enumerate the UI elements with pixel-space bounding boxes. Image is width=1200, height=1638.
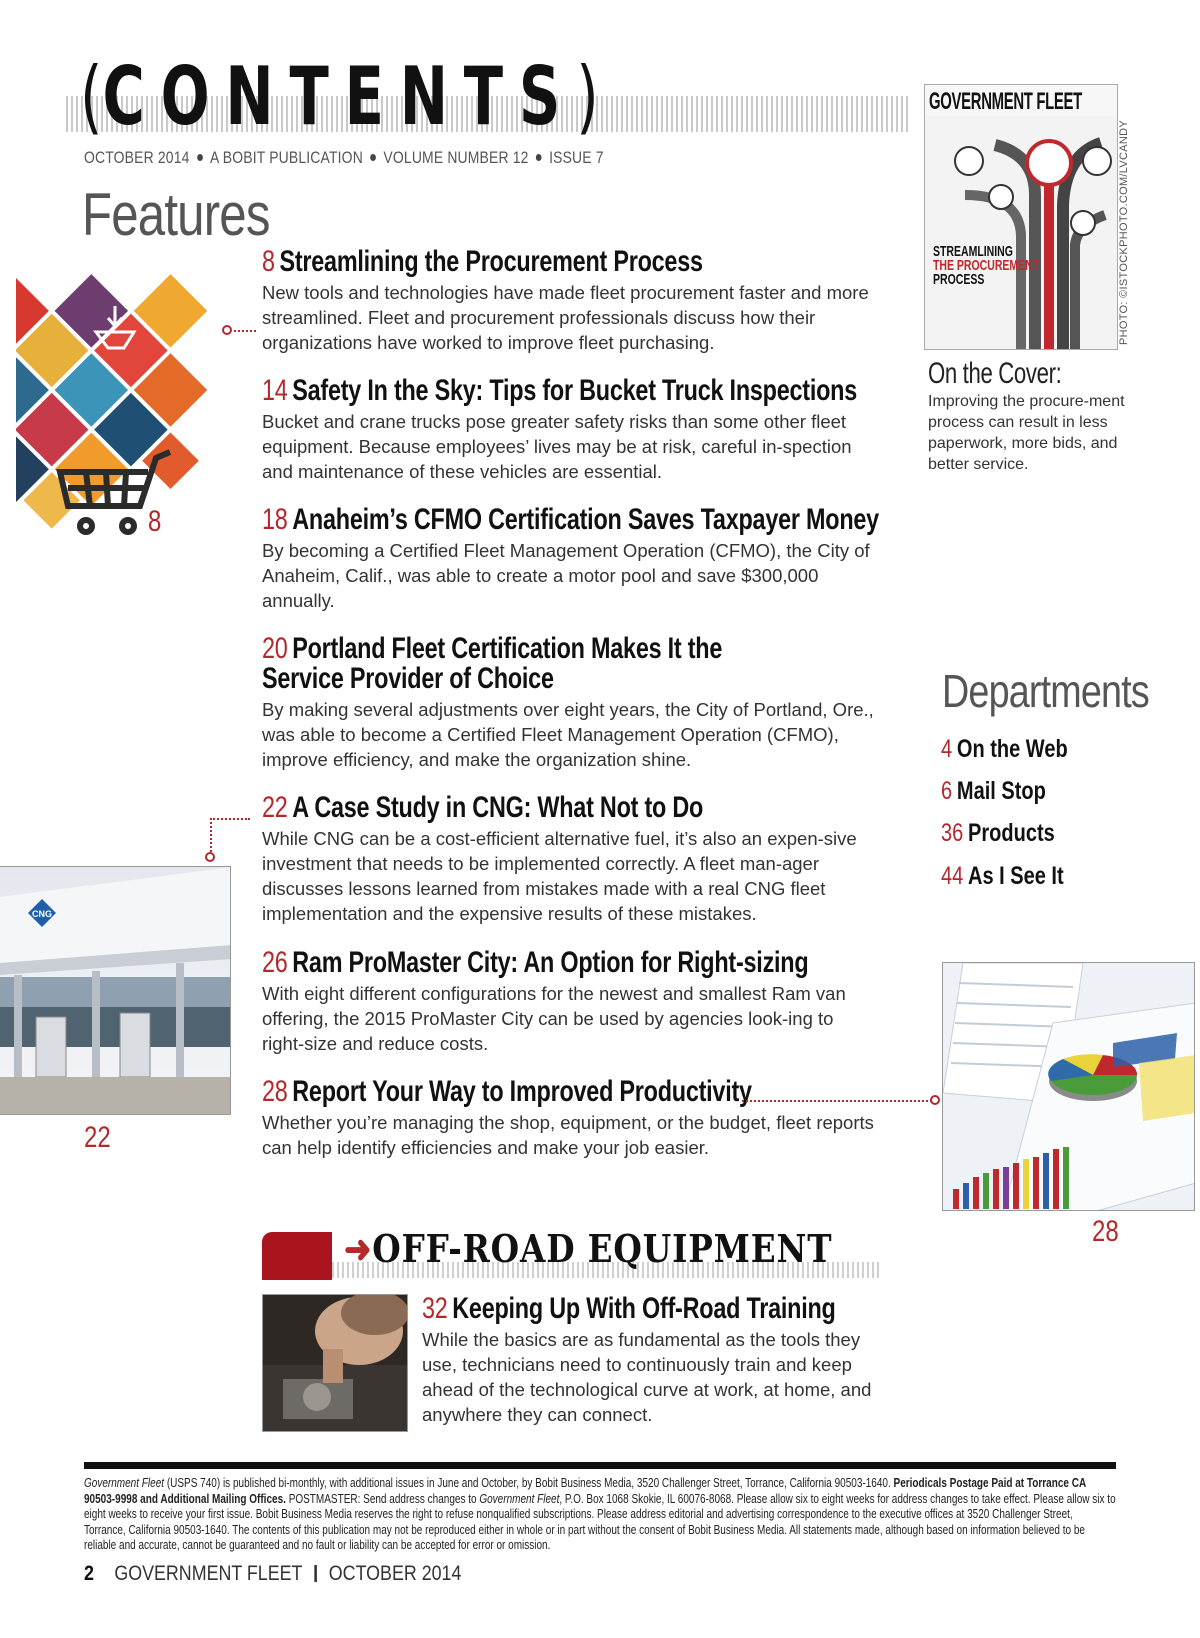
- reports-photo[interactable]: [942, 962, 1195, 1211]
- feature-desc: Whether you’re managing the shop, equipment, or the budget, fleet reports can help identify efficiencies and make your job easier.: [262, 1112, 874, 1158]
- feature-desc: While the basics are as fundamental as the tools they use, technicians need to continuously train and keep ahead of the technological curve at work, at home, and anywhere they can connect.: [422, 1329, 872, 1425]
- connector-line: [210, 818, 250, 820]
- cover-vehicle-icon: [955, 147, 983, 175]
- technician-photo[interactable]: [262, 1294, 408, 1432]
- issue-number: ISSUE 7: [549, 148, 604, 167]
- feature-title[interactable]: 18 Anaheim’s CFMO Certification Saves Taxpayer Money: [262, 503, 879, 536]
- feature-item[interactable]: [262, 793, 882, 926]
- cover-vehicle-icon: [1071, 211, 1095, 235]
- feature-title[interactable]: 8 Streamlining the Procurement Process: [262, 245, 703, 278]
- feature-item[interactable]: [262, 1077, 882, 1160]
- folio-publication: GOVERNMENT FLEET: [114, 1562, 303, 1585]
- feature-desc: While CNG can be a cost-efficient alternative fuel, it’s also an expen-sive investment that needs to be implemented correctly. A fleet man-ager discusses lessons learned from mistakes made with a real CNG fleet implementation and the expensive results of these mistakes.: [262, 828, 857, 924]
- masthead-title: (CONTENTS): [80, 50, 599, 143]
- cover-artwork: [925, 115, 1118, 350]
- page-folio: [84, 1562, 461, 1586]
- procurement-illustration: [16, 266, 230, 560]
- magazine-cover[interactable]: [924, 84, 1118, 350]
- feature-item[interactable]: [262, 376, 882, 484]
- feature-title[interactable]: 28 Report Your Way to Improved Productivity: [262, 1075, 752, 1108]
- cover-headline: STREAMLINING THE PROCUREMENT PROCESS: [933, 243, 1040, 288]
- issue-line: [84, 148, 604, 168]
- feature-item[interactable]: [262, 505, 882, 613]
- on-cover-heading: On the Cover:: [928, 357, 1062, 390]
- cover-target-icon: [1027, 141, 1071, 185]
- cover-title: GOVERNMENT FLEET: [929, 88, 1082, 115]
- feature-item[interactable]: [262, 634, 882, 772]
- feature-item[interactable]: [262, 247, 882, 355]
- department-item[interactable]: 4 On the Web: [941, 735, 1068, 763]
- cover-vehicle-icon: [989, 185, 1013, 209]
- feature-item[interactable]: [262, 948, 882, 1056]
- cover-vehicle-icon: [1083, 147, 1111, 175]
- departments-heading: Departments: [942, 665, 1149, 717]
- feature-title[interactable]: 22 A Case Study in CNG: What Not to Do: [262, 791, 704, 824]
- connector-dot: [930, 1095, 940, 1105]
- on-cover-text: Improving the procure-ment process can result in less paperwork, more bids, and better service.: [928, 393, 1125, 473]
- image-page-ref-28: 28: [1092, 1215, 1119, 1248]
- feature-desc: New tools and technologies have made fleet procurement faster and more streamlined. Fleet and procurement professionals discuss how their organizations have worked to improve fleet purchasing.: [262, 282, 869, 353]
- department-item[interactable]: 6 Mail Stop: [941, 777, 1046, 805]
- issue-volume: VOLUME NUMBER 12: [383, 148, 529, 167]
- arrow-right-icon: ➜: [344, 1226, 373, 1271]
- feature-desc: By making several adjustments over eight years, the City of Portland, Ore., was able to become a Certified Fleet Management Operation (CFMO), improve efficiency, and make the organization shine.: [262, 699, 874, 770]
- department-item[interactable]: 36 Products: [941, 819, 1055, 847]
- feature-title[interactable]: 20 Portland Fleet Certification Makes It the Service Provider of Choice: [262, 632, 723, 695]
- image-page-ref-8: 8: [148, 505, 162, 538]
- connector-dot: [205, 852, 215, 862]
- image-page-ref-22: 22: [84, 1121, 111, 1154]
- footer-rule: [84, 1462, 1116, 1469]
- issue-publisher: A BOBIT PUBLICATION: [210, 148, 363, 167]
- connector-line: [234, 330, 256, 332]
- publication-fineprint: Government Fleet (USPS 740) is published bi-monthly, with additional issues in June and October, by Bobit Business Media, 3520 Challenger Street, Torrance, California 90503-1640. Periodicals Postage Paid at Torrance CA 90503-9998 and Additional Mailing Offices. POSTMASTER: Send address changes to Government Fleet, P.O. Box 1068 Skokie, IL 60076-8068. Please allow six to eight weeks for address changes to take effect. Please allow six to eight weeks to receive your first issue. Bobit Business Media reserves the right to refuse nonqualified subscriptions. Please address editorial and advertising correspondence to the executive offices at 3520 Challenger Street, Torrance, California 90503-1640. The contents of this publication may not be reproduced either in whole or in part without the consent of Bobit Business Media. All statements made, although based on information believed to be reliable and accurate, cannot be guaranteed and no fault or liability can be accepted for error or omission.: [84, 1476, 1116, 1552]
- photo-credit: PHOTO: ©ISTOCKPHOTO.COM/LVCANDY: [1118, 119, 1130, 345]
- connector-line: [742, 1100, 932, 1102]
- page-number: 2: [84, 1562, 94, 1585]
- feature-desc: By becoming a Certified Fleet Management Operation (CFMO), the City of Anaheim, Calif., was able to create a motor pool and save $300,000 annually.: [262, 540, 870, 611]
- issue-date: OCTOBER 2014: [84, 148, 190, 167]
- feature-desc: Bucket and crane trucks pose greater safety risks than some other fleet equipment. Because employees’ lives may be at risk, careful in-spection and maintenance of these vehicles are essential.: [262, 411, 852, 482]
- connector-line: [210, 818, 212, 852]
- feature-title[interactable]: 32 Keeping Up With Off-Road Training: [422, 1292, 836, 1325]
- cng-station-photo[interactable]: [0, 866, 231, 1115]
- offroad-heading: ➜OFF-ROAD EQUIPMENT: [344, 1226, 833, 1271]
- svg-text:CNG: CNG: [32, 909, 52, 919]
- offroad-feature-item[interactable]: [422, 1294, 892, 1427]
- features-heading: Features: [82, 181, 270, 248]
- folio-date: OCTOBER 2014: [328, 1562, 462, 1585]
- department-item[interactable]: 44 As I See It: [941, 862, 1064, 890]
- feature-title[interactable]: 26 Ram ProMaster City: An Option for Right-sizing: [262, 946, 809, 979]
- feature-desc: With eight different configurations for the newest and smallest Ram van offering, the 2015 ProMaster City can be used by agencies look-ing to right-size and reduce costs.: [262, 983, 846, 1054]
- connector-dot: [222, 325, 232, 335]
- feature-title[interactable]: 14 Safety In the Sky: Tips for Bucket Truck Inspections: [262, 374, 858, 407]
- offroad-tab: [262, 1232, 332, 1280]
